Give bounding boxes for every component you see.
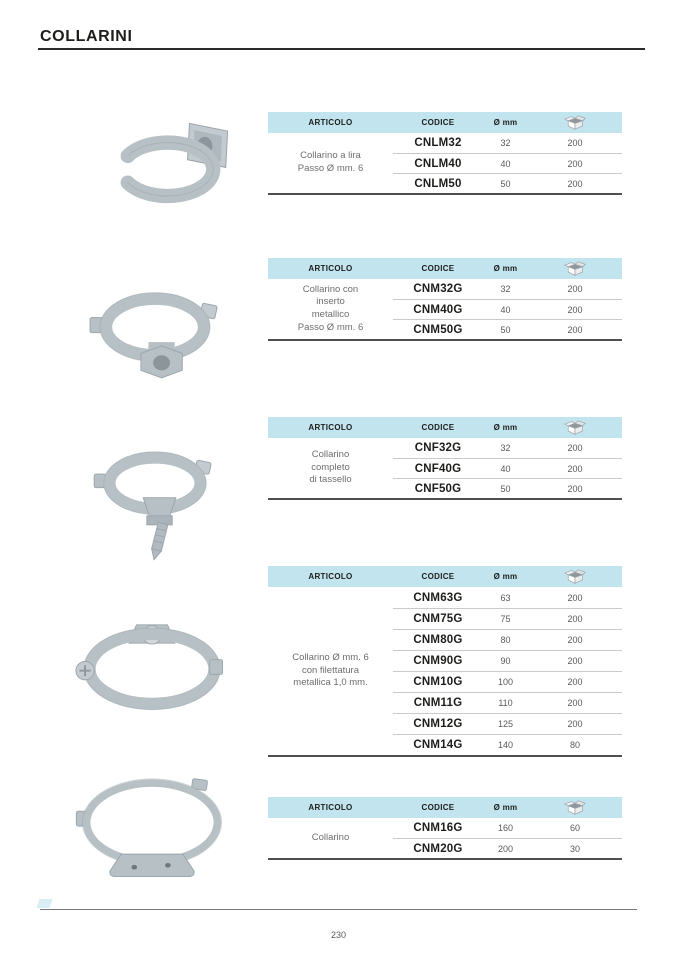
product-code: CNM14G [413,739,463,751]
diameter-value: 50 [500,178,511,189]
column-header-package [528,419,622,436]
article-line: di tassello [309,474,352,486]
column-header-package [528,799,622,816]
package-qty: 200 [567,635,583,645]
article-line: Collarino con [302,283,359,295]
table-row [393,279,622,299]
article-description [268,279,393,339]
table-row [393,173,622,193]
package-qty: 30 [569,843,580,854]
column-header-articolo: ARTICOLO [308,803,353,812]
product-code: CNM75G [413,613,463,625]
diameter-value: 140 [497,740,514,750]
package-qty: 200 [567,158,583,169]
package-qty: 200 [567,677,583,687]
column-header-package [528,260,622,277]
diameter-value: 40 [500,304,511,315]
package-qty: 200 [567,592,583,603]
package-qty: 200 [567,304,583,315]
article-line: metallico [311,309,350,320]
product-table-collarino-a-lira [268,112,622,195]
footer-divider [40,909,637,910]
product-code: CNM16G [413,822,463,834]
package-qty: 200 [567,698,583,708]
pipe-clamp-nut-illustration [75,283,235,388]
package-qty: 200 [567,656,583,666]
diameter-value: 100 [497,677,514,687]
product-photo-collarino-a-lira [85,112,250,217]
package-qty: 200 [567,284,583,294]
article-line: Collarino [311,831,350,843]
product-code: CNF50G [414,482,462,495]
table-row [393,438,622,458]
product-code: CNM63G [413,591,463,604]
package-qty: 80 [569,740,580,750]
package-qty: 200 [567,178,583,189]
product-photo-collarino-filettatura [62,612,242,722]
article-description [268,133,393,193]
table-row [393,587,622,608]
product-code: CNF40G [414,462,462,475]
article-line: Collarino a lira [300,150,361,162]
package-qty: 200 [567,719,583,729]
diameter-value: 75 [500,614,511,624]
column-header-diameter: Ø mm [493,572,518,581]
article-description [268,587,393,755]
product-code: CNM80G [413,634,463,646]
article-line: Passo Ø mm. 6 [297,321,364,333]
table-header-row [268,566,622,587]
diameter-value: 50 [500,483,511,494]
box-icon [564,419,586,436]
table-row [393,650,622,671]
article-description [268,818,393,858]
table-row [393,153,622,173]
pipe-clamp-anchor-illustration [75,445,235,563]
diameter-value: 40 [500,158,511,169]
diameter-value: 32 [500,138,511,148]
table-header-row [268,258,622,279]
product-code: CNM10G [413,676,463,688]
package-qty: 200 [567,614,583,624]
column-header-package [528,568,622,585]
product-table-collarino-con-inserto [268,258,622,341]
package-qty: 60 [569,823,580,833]
diameter-value: 80 [500,635,511,645]
product-code: CNLM50 [414,177,462,190]
column-header-package [528,114,622,131]
box-icon [564,799,586,816]
product-code: CNM50G [413,323,463,336]
package-qty: 200 [567,483,583,494]
article-line: con filettatura [301,664,360,676]
diameter-value: 200 [497,843,514,854]
title-underline [38,48,645,50]
column-header-codice: CODICE [421,572,455,581]
column-header-codice: CODICE [421,423,455,432]
table-row [393,838,622,858]
diameter-value: 125 [497,719,514,729]
article-line: inserto [316,296,345,308]
table-row [393,818,622,838]
diameter-value: 110 [498,698,513,708]
diameter-value: 63 [500,592,511,603]
product-code: CNF32G [414,442,462,454]
table-header-row [268,797,622,818]
product-code: CNM12G [413,718,463,730]
table-header-row [268,112,622,133]
column-header-codice: CODICE [421,118,455,127]
table-row [393,478,622,498]
product-table-collarino [268,797,622,860]
footer-accent [37,899,53,908]
product-code: CNM32G [413,283,463,295]
article-line: Collarino [311,449,350,461]
column-header-diameter: Ø mm [493,803,518,812]
table-row [393,299,622,319]
page-number: 230 [330,930,347,940]
product-code: CNM11G [413,697,463,709]
diameter-value: 50 [500,324,511,335]
article-description [268,438,393,498]
table-row [393,458,622,478]
package-qty: 200 [567,324,583,335]
product-code: CNM20G [413,842,463,855]
product-photo-collarino-con-tassello [75,445,235,563]
table-row [393,319,622,339]
column-header-codice: CODICE [421,803,455,812]
table-row [393,629,622,650]
column-header-diameter: Ø mm [493,118,518,127]
article-line: Collarino Ø mm. 6 [292,652,369,664]
product-table-collarino-filettatura [268,566,622,757]
diameter-value: 40 [500,463,511,474]
column-header-codice: CODICE [421,264,455,273]
table-row [393,692,622,713]
product-code: CNLM40 [414,157,462,170]
box-icon [564,114,586,131]
column-header-articolo: ARTICOLO [308,423,353,432]
table-header-row [268,417,622,438]
product-code: CNM40G [413,303,463,316]
product-photo-collarino [62,772,242,884]
package-qty: 200 [567,138,583,148]
box-icon [564,568,586,585]
page-title: COLLARINI [40,28,133,45]
package-qty: 200 [567,443,583,453]
column-header-articolo: ARTICOLO [308,572,353,581]
box-icon [564,260,586,277]
column-header-diameter: Ø mm [493,264,518,273]
article-line: Passo Ø mm. 6 [297,163,364,174]
table-row [393,734,622,755]
pipe-clip-illustration [85,112,250,217]
pipe-ring-illustration [62,772,242,884]
product-table-collarino-con-tassello [268,417,622,500]
product-code: CNLM32 [414,137,462,149]
pipe-clamp-threaded-illustration [62,612,242,722]
table-row [393,671,622,692]
article-line: completo [311,461,350,473]
diameter-value: 160 [497,823,514,833]
diameter-value: 32 [500,284,511,294]
diameter-value: 32 [500,443,511,453]
package-qty: 200 [567,463,583,474]
article-line: metallica 1,0 mm. [293,677,368,689]
product-code: CNM90G [413,655,463,667]
column-header-articolo: ARTICOLO [308,118,353,127]
column-header-diameter: Ø mm [493,423,518,432]
diameter-value: 90 [500,656,511,666]
table-row [393,133,622,153]
table-row [393,713,622,734]
table-row [393,608,622,629]
product-photo-collarino-con-inserto [75,283,235,388]
column-header-articolo: ARTICOLO [308,264,353,273]
